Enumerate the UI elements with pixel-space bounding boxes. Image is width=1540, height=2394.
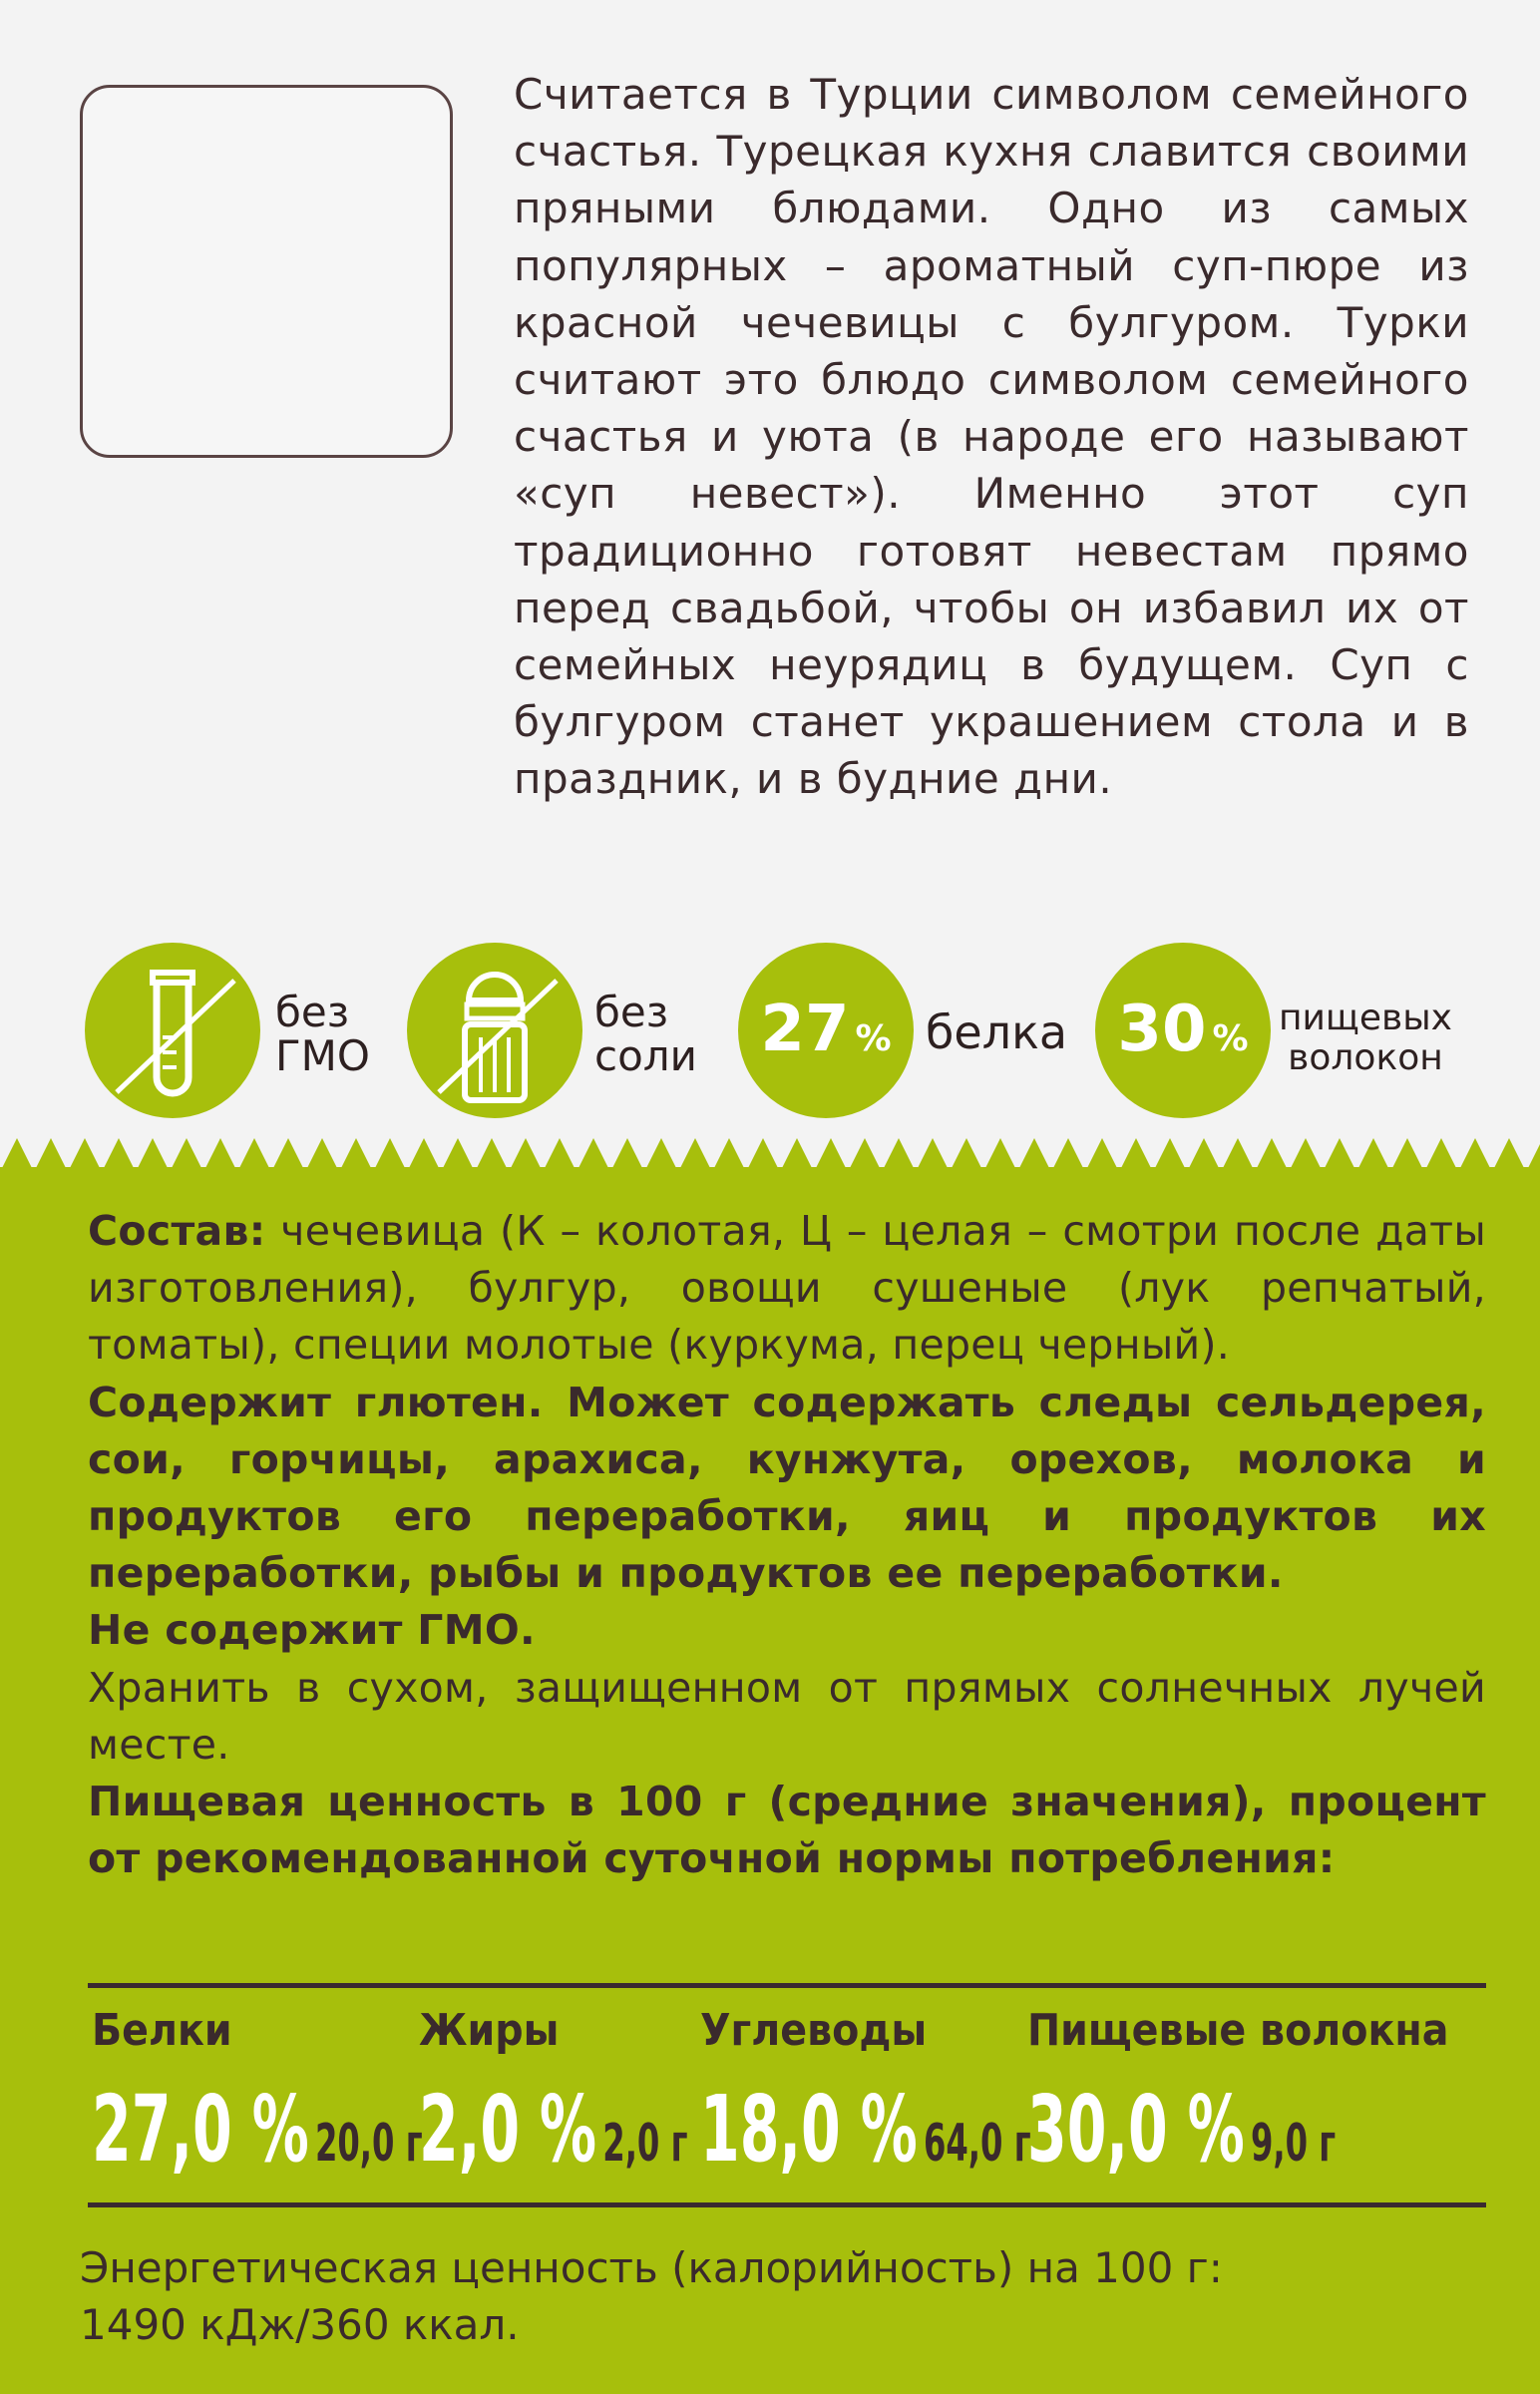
- nutrient-values: [419, 2076, 687, 2183]
- product-story: Считается в Турции символом семейного счастья. Турецкая кухня славится своими пряными блюдами. Одно из самых популярных – ароматный суп-пюре из красной чечевицы с булгуром. Турки считают это блюдо символом семейного счастья и уюта (в народе его называют «суп невест»). Именно этот суп традиционно готовят невестам прямо перед свадьбой, чтобы он избавил их от семейных неурядиц в будущем. Суп с булгуром станет украшением стола и в праздник, и в будние дни.: [514, 70, 1469, 804]
- zigzag-divider: [0, 1132, 1540, 1172]
- fiber-label: [1279, 998, 1452, 1078]
- ingredients-label: Состав:: [88, 1207, 266, 1255]
- nutrient-values: [700, 2076, 1031, 2183]
- badge-line: без: [594, 988, 669, 1036]
- nutrient-name: Белки: [92, 2005, 232, 2056]
- fiber-percent: [1095, 993, 1271, 1066]
- protein-percent: [738, 993, 914, 1066]
- no-salt-label: [594, 988, 697, 1080]
- divider-bottom: [88, 2202, 1486, 2207]
- salt-shaker-crossed-icon: [407, 943, 582, 1118]
- nutrient-grams: 64,0 г: [923, 2114, 1031, 2174]
- nutrition-title: Пищевая ценность в 100 г (средние значения), процент от рекомендованной суточной нормы потребления:: [88, 1778, 1486, 1883]
- nutrient-grams: 20,0 г: [314, 2114, 423, 2174]
- percent-sign: %: [1212, 1018, 1249, 1059]
- badge-line: пищевых: [1279, 998, 1452, 1038]
- ingredients-text: чечевица (К – колотая, Ц – целая – смотри после даты изготовления), булгур, овощи сушеные (лук репчатый, томаты), специи молотые (куркума, перец черный).: [88, 1207, 1486, 1370]
- divider-top: [88, 1983, 1486, 1988]
- energy-line: 1490 кДж/360 ккал.: [80, 2300, 520, 2349]
- no-gmo-badge: [85, 943, 260, 1118]
- test-tube-crossed-icon: [85, 943, 260, 1118]
- protein-number: 27: [760, 993, 850, 1066]
- nutrient-percent: 27,0 %: [92, 2076, 309, 2183]
- no-salt-badge: [407, 943, 582, 1118]
- nutrient-percent: 30,0 %: [1027, 2076, 1245, 2183]
- protein-label: белка: [926, 1005, 1068, 1059]
- nutrient-percent: 2,0 %: [419, 2076, 597, 2183]
- nutrient-values: [1027, 2076, 1336, 2183]
- composition-block: [88, 1203, 1486, 1887]
- product-image-placeholder: [80, 85, 453, 458]
- nutrient-grams: 2,0 г: [602, 2114, 688, 2174]
- no-gmo-label: [275, 988, 370, 1080]
- percent-sign: %: [855, 1018, 892, 1059]
- badge-line: волокон: [1288, 1037, 1443, 1078]
- nutrient-name: Углеводы: [700, 2005, 928, 2056]
- fiber-number: 30: [1117, 993, 1207, 1066]
- energy-value: [80, 2239, 1223, 2353]
- energy-line: Энергетическая ценность (калорийность) на 100 г:: [80, 2243, 1223, 2292]
- nutrient-values: [92, 2076, 423, 2183]
- protein-badge: [738, 943, 914, 1118]
- nutrient-name: Пищевые волокна: [1027, 2005, 1449, 2056]
- nutrient-percent: 18,0 %: [700, 2076, 918, 2183]
- nutrition-fiber: [1027, 2005, 1525, 2183]
- nutrient-name: Жиры: [419, 2005, 560, 2056]
- allergens: Содержит глютен. Может содержать следы сельдерея, сои, горчицы, арахиса, кунжута, орехов, молока и продуктов его переработки, яиц и продуктов их переработки, рыбы и продуктов ее переработки.: [88, 1378, 1486, 1598]
- badge-line: ГМО: [275, 1031, 370, 1080]
- badges-row: [0, 943, 1540, 1122]
- ingredients: [88, 1203, 1486, 1375]
- badge-line: соли: [594, 1031, 697, 1080]
- badge-line: без: [275, 988, 350, 1036]
- gmo-note: Не содержит ГМО.: [88, 1606, 536, 1655]
- nutrient-grams: 9,0 г: [1250, 2114, 1337, 2174]
- storage-note: Хранить в сухом, защищенном от прямых солнечных лучей месте.: [88, 1663, 1486, 1769]
- fiber-badge: [1095, 943, 1271, 1118]
